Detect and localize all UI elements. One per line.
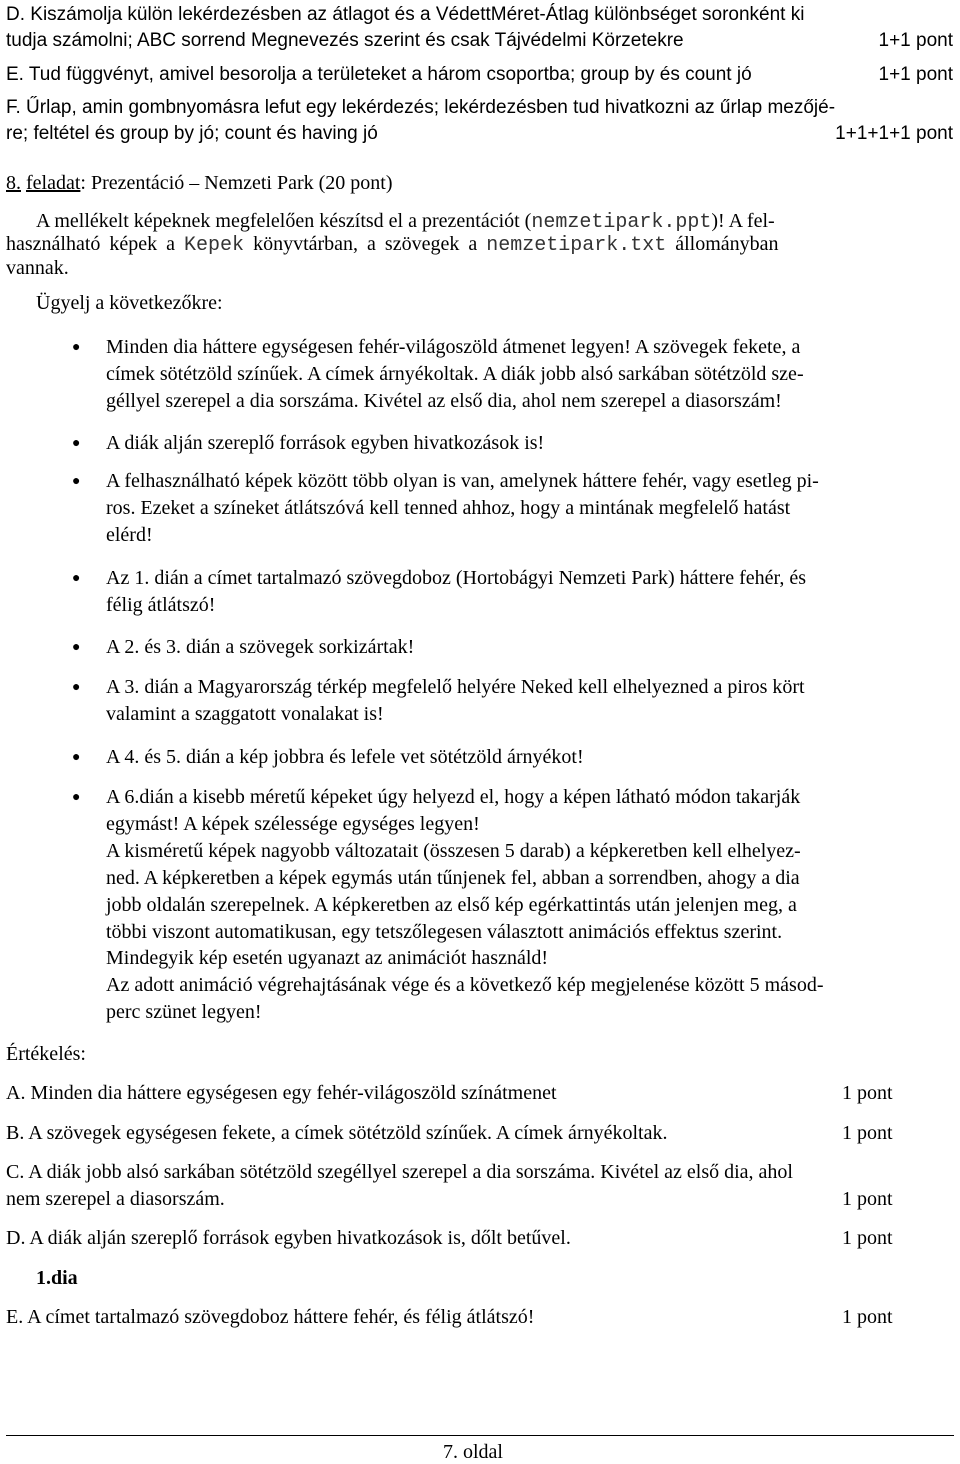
- bullet-4-line: félig átlátszó!: [106, 593, 216, 616]
- task-title: : Prezentáció – Nemzeti Park (20 pont): [80, 172, 393, 194]
- eval-b-text: B. A szövegek egységesen fekete, a címek sötétzöld színűek. A címek árnyékoltak.: [6, 1122, 668, 1144]
- bullet-dot-icon: ●: [72, 640, 81, 655]
- eval-c-line-2: nem szerepel a diasorszám.: [6, 1188, 225, 1210]
- item-f-points: 1+1+1+1 pont: [835, 123, 953, 144]
- bullet-2-line: A diák alján szereplő források egyben hivatkozások is!: [106, 432, 545, 454]
- footer-rule: [6, 1435, 954, 1436]
- intro-line-3: vannak.: [6, 257, 69, 279]
- filename-txt: nemzetipark.txt: [486, 234, 667, 257]
- bullet-dot-icon: ●: [72, 340, 81, 355]
- bullet-1-line: géllyel szerepel a dia sorszáma. Kivétel az első dia, ahol nem szerepel a diasorszám!: [106, 389, 782, 412]
- bullet-8-line: jobb oldalán szerepelnek. A képkeretben az első kép egérkattintás után jelenjen meg, a: [106, 893, 797, 916]
- page-number: 7. oldal: [443, 1441, 503, 1463]
- task-heading: [6, 172, 393, 195]
- bullet-3-line: A felhasználható képek között több olyan is van, amelynek háttere fehér, vagy esetleg pi-: [106, 470, 819, 492]
- intro-text-c: használható képek a: [6, 233, 185, 255]
- bullet-6-line: A 3. dián a Magyarország térkép megfelelő helyére Neked kell elhelyezned a piros kört: [106, 676, 805, 698]
- attention-heading: Ügyelj a következőkre:: [36, 292, 223, 314]
- eval-a-points: 1 pont: [842, 1082, 893, 1104]
- eval-a-text: A. Minden dia háttere egységesen egy fehér-világoszöld színátmenet: [6, 1082, 557, 1104]
- bullet-4-line: Az 1. dián a címet tartalmazó szövegdoboz (Hortobágyi Nemzeti Park) háttere fehér, és: [106, 567, 807, 589]
- bullet-8-line: többi viszont automatikusan, egy tetszőlegesen választott animációs effektus szerint.: [106, 920, 783, 943]
- eval-c-line-1: C. A diák jobb alsó sarkában sötétzöld szegéllyel szerepel a dia sorszáma. Kivétel az első dia, ahol: [6, 1161, 793, 1183]
- bullet-dot-icon: ●: [72, 571, 81, 586]
- bullet-dot-icon: ●: [72, 790, 81, 805]
- item-f-line-2: re; feltétel és group by jó; count és having jó: [6, 123, 378, 144]
- bullet-6-line: valamint a szaggatott vonalakat is!: [106, 702, 384, 725]
- task-word: feladat: [26, 172, 81, 194]
- task-number: 8.: [6, 172, 21, 194]
- intro-line-2: [6, 233, 779, 257]
- filename-ppt: nemzetipark.ppt: [531, 211, 712, 234]
- eval-e-text: E. A címet tartalmazó szövegdoboz háttere fehér, és félig átlátszó!: [6, 1306, 535, 1328]
- bullet-3-line: elérd!: [106, 523, 153, 546]
- item-d-line-2: tudja számolni; ABC sorrend Megnevezés szerint és csak Tájvédelmi Körzetekre: [6, 30, 684, 51]
- bullet-7-line: A 4. és 5. dián a kép jobbra és lefele vet sötétzöld árnyékot!: [106, 746, 584, 768]
- bullet-1-line: Minden dia háttere egységesen fehér-világoszöld átmenet legyen! A szövegek fekete, a: [106, 336, 801, 358]
- intro-line-1: [36, 210, 775, 234]
- bullet-8-line: Mindegyik kép esetén ugyanazt az animációt használd!: [106, 947, 549, 970]
- intro-text-a: A mellékelt képeknek megfelelően készítsd el a prezentációt (: [36, 210, 532, 232]
- bullet-5-line: A 2. és 3. dián a szövegek sorkizártak!: [106, 636, 415, 658]
- dirname-kepek: Kepek: [184, 234, 245, 257]
- evaluation-label: Értékelés:: [6, 1043, 86, 1065]
- bullet-dot-icon: ●: [72, 680, 81, 695]
- bullet-dot-icon: ●: [72, 474, 81, 489]
- bullet-dot-icon: ●: [72, 750, 81, 765]
- dia-1-heading: 1.dia: [36, 1267, 78, 1289]
- bullet-8-line: A kisméretű képek nagyobb változatait (összesen 5 darab) a képkeretben kell elhelyez-: [106, 839, 801, 862]
- intro-text-b: )! A fel-: [711, 210, 775, 232]
- item-e-points: 1+1 pont: [878, 64, 953, 85]
- bullet-8-line: A 6.dián a kisebb méretű képeket úgy helyezd el, hogy a képen látható módon takarják: [106, 786, 801, 808]
- intro-text-d: könyvtárban, a szövegek a: [244, 233, 487, 255]
- eval-c-points: 1 pont: [842, 1188, 893, 1210]
- eval-d-points: 1 pont: [842, 1227, 893, 1249]
- bullet-8-line: ned. A képkeretben a képek egymás után tűnjenek fel, abban a sorrendben, ahogy a dia: [106, 866, 800, 889]
- item-e-line-1: E. Tud függvényt, amivel besorolja a területeket a három csoportba; group by és count jó: [6, 64, 752, 85]
- bullet-1-line: címek sötétzöld színűek. A címek árnyékoltak. A diák jobb alsó sarkában sötétzöld sze-: [106, 362, 804, 385]
- item-d-line-1: D. Kiszámolja külön lekérdezésben az átlagot és a VédettMéret-Átlag különbséget soronként ki: [6, 4, 805, 25]
- bullet-dot-icon: ●: [72, 436, 81, 451]
- eval-e-points: 1 pont: [842, 1306, 893, 1328]
- eval-b-points: 1 pont: [842, 1122, 893, 1144]
- bullet-8-line: perc szünet legyen!: [106, 1001, 262, 1024]
- item-d-points: 1+1 pont: [878, 30, 953, 51]
- item-f-line-1: F. Űrlap, amin gombnyomásra lefut egy lekérdezés; lekérdezésben tud hivatkozni az űrlap mezőjé-: [6, 97, 836, 118]
- eval-d-text: D. A diák alján szereplő források egyben hivatkozások is, dőlt betűvel.: [6, 1227, 571, 1249]
- bullet-8-line: egymást! A képek szélessége egységes legyen!: [106, 812, 480, 835]
- bullet-8-line: Az adott animáció végrehajtásának vége és a következő kép megjelenése között 5 másod-: [106, 974, 824, 997]
- bullet-3-line: ros. Ezeket a színeket átlátszóvá kell tenned ahhoz, hogy a mintának megfelelő hatást: [106, 496, 791, 519]
- intro-text-e: állományban: [666, 233, 779, 255]
